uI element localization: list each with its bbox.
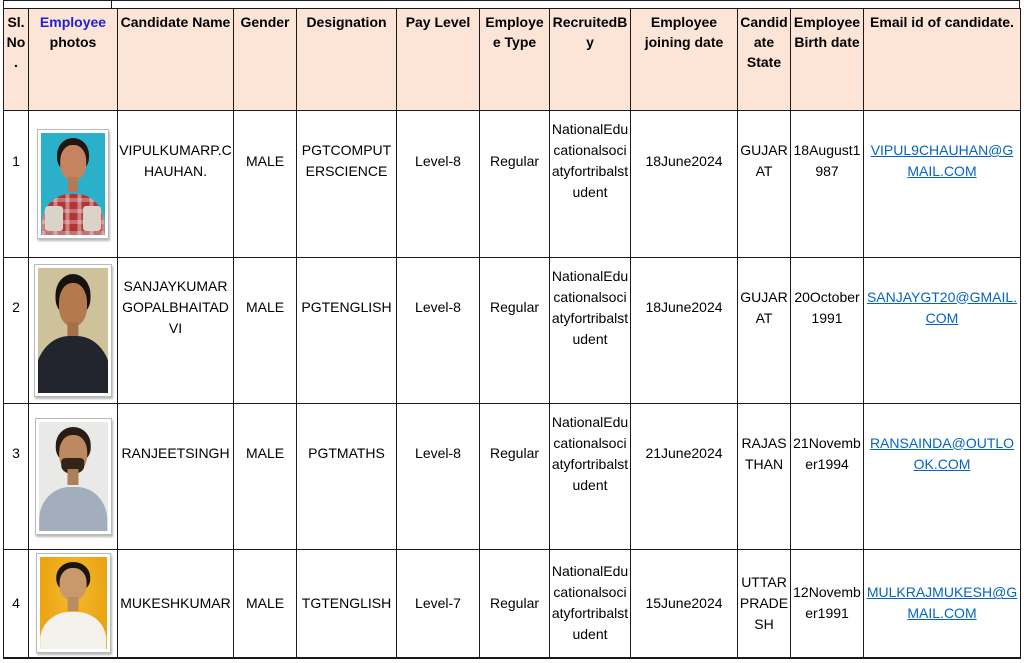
employee-photo xyxy=(37,129,109,239)
cell-email xyxy=(864,404,1021,550)
photo-shirt-patch xyxy=(83,206,100,230)
col-header-joining-date: Employee joining date xyxy=(631,9,738,111)
photo-shirt xyxy=(39,487,107,531)
col-header-employee-photos xyxy=(29,9,118,111)
photo-face xyxy=(59,283,87,326)
clipped-row-above-table xyxy=(3,0,1020,8)
cell-birth-date: 21November1994 xyxy=(791,404,864,550)
cell-joining-date: 21June2024 xyxy=(631,404,738,550)
cell-candidate-state: UTTARPRADESH xyxy=(738,550,791,658)
col-header-sl-no: Sl. No. xyxy=(4,9,29,111)
cell-employee-type: Regular xyxy=(480,404,550,550)
cell-gender: MALE xyxy=(234,258,297,404)
header-row xyxy=(4,9,1021,111)
cell-recruited-by: NationalEducationalsociatyfortribalstudent xyxy=(550,550,631,658)
photo-shirt xyxy=(40,612,106,649)
cell-gender: MALE xyxy=(234,404,297,550)
cell-designation: PGTCOMPUTERSCIENCE xyxy=(297,111,397,258)
cell-candidate-name: SANJAYKUMARGOPALBHAITADVI xyxy=(118,258,234,404)
cell-joining-date: 18June2024 xyxy=(631,258,738,404)
photo-background xyxy=(39,422,108,531)
cell-employee-photo xyxy=(29,111,118,258)
cell-gender: MALE xyxy=(234,550,297,658)
cell-pay-level: Level-8 xyxy=(397,404,480,550)
photo-shirt-patch xyxy=(45,206,62,230)
cell-sl-no: 3 xyxy=(4,404,29,550)
cell-email xyxy=(864,111,1021,258)
col-header-designation: Designation xyxy=(297,9,397,111)
cell-employee-photo xyxy=(29,258,118,404)
cell-recruited-by: NationalEducationalsociatyfortribalstudent xyxy=(550,258,631,404)
email-link[interactable]: SANJAYGT20@GMAIL.COM xyxy=(866,288,1018,326)
cell-sl-no: 4 xyxy=(4,550,29,658)
employee-table xyxy=(3,8,1021,659)
grid-line-stub xyxy=(111,1,112,8)
cell-candidate-name: VIPULKUMARP.CHAUHAN. xyxy=(118,111,234,258)
email-link[interactable]: MULKRAJMUKESH@GMAIL.COM xyxy=(866,584,1018,622)
col-header-candidate-name: Candidate Name xyxy=(118,9,234,111)
cell-email xyxy=(864,258,1021,404)
employee-photos-label-blue: Employee xyxy=(39,14,107,30)
cell-sl-no: 1 xyxy=(4,111,29,258)
cell-employee-photo xyxy=(29,550,118,658)
cell-joining-date: 18June2024 xyxy=(631,111,738,258)
cell-employee-type: Regular xyxy=(480,550,550,658)
cell-joining-date: 15June2024 xyxy=(631,550,738,658)
photo-background xyxy=(40,557,107,649)
employee-photos-label: photos xyxy=(49,34,97,50)
employee-photo xyxy=(35,418,112,535)
table-row xyxy=(4,111,1021,258)
email-link[interactable]: VIPUL9CHAUHAN@GMAIL.COM xyxy=(870,142,1014,179)
table-row xyxy=(4,550,1021,658)
col-header-birth-date: Employee Birth date xyxy=(791,9,864,111)
cell-birth-date: 20October1991 xyxy=(791,258,864,404)
photo-neck xyxy=(68,177,78,192)
cell-candidate-name: RANJEETSINGH xyxy=(118,404,234,550)
photo-background xyxy=(38,268,108,393)
cell-birth-date: 12November1991 xyxy=(791,550,864,658)
col-header-gender: Gender xyxy=(234,9,297,111)
cell-recruited-by: NationalEducationalsociatyfortribalstudent xyxy=(550,404,631,550)
col-header-pay-level: Pay Level xyxy=(397,9,480,111)
cell-gender: MALE xyxy=(234,111,297,258)
photo-background xyxy=(41,133,105,235)
cell-employee-type: Regular xyxy=(480,111,550,258)
cell-employee-type: Regular xyxy=(480,258,550,404)
cell-sl-no: 2 xyxy=(4,258,29,404)
photo-face xyxy=(60,145,86,180)
photo-neck xyxy=(67,469,78,485)
email-link[interactable]: RANSAINDA@OUTLOOK.COM xyxy=(869,434,1015,472)
table-row xyxy=(4,404,1021,550)
cell-employee-photo xyxy=(29,404,118,550)
table-row xyxy=(4,258,1021,404)
cell-candidate-name: MUKESHKUMAR xyxy=(118,550,234,658)
photo-face xyxy=(60,568,87,599)
employee-photo xyxy=(34,264,112,397)
photo-neck xyxy=(68,597,79,611)
cell-designation: PGTENGLISH xyxy=(297,258,397,404)
employee-photo xyxy=(36,553,111,653)
cell-candidate-state: RAJASTHAN xyxy=(738,404,791,550)
col-header-email: Email id of candidate. xyxy=(864,9,1021,111)
col-header-candidate-state: Candidate State xyxy=(738,9,791,111)
cell-pay-level: Level-8 xyxy=(397,258,480,404)
cell-designation: TGTENGLISH xyxy=(297,550,397,658)
cell-candidate-state: GUJARAT xyxy=(738,258,791,404)
cell-birth-date: 18August1987 xyxy=(791,111,864,258)
cell-candidate-state: GUJARAT xyxy=(738,111,791,258)
employee-table-sheet xyxy=(3,0,1020,659)
cell-pay-level: Level-7 xyxy=(397,550,480,658)
col-header-employee-type: Employee Type xyxy=(480,9,550,111)
col-header-recruited-by: RecruitedBy xyxy=(550,9,631,111)
cell-recruited-by: NationalEducationalsociatyfortribalstudent xyxy=(550,111,631,258)
cell-pay-level: Level-8 xyxy=(397,111,480,258)
cell-designation: PGTMATHS xyxy=(297,404,397,550)
photo-suit xyxy=(38,336,108,394)
cell-email xyxy=(864,550,1021,658)
